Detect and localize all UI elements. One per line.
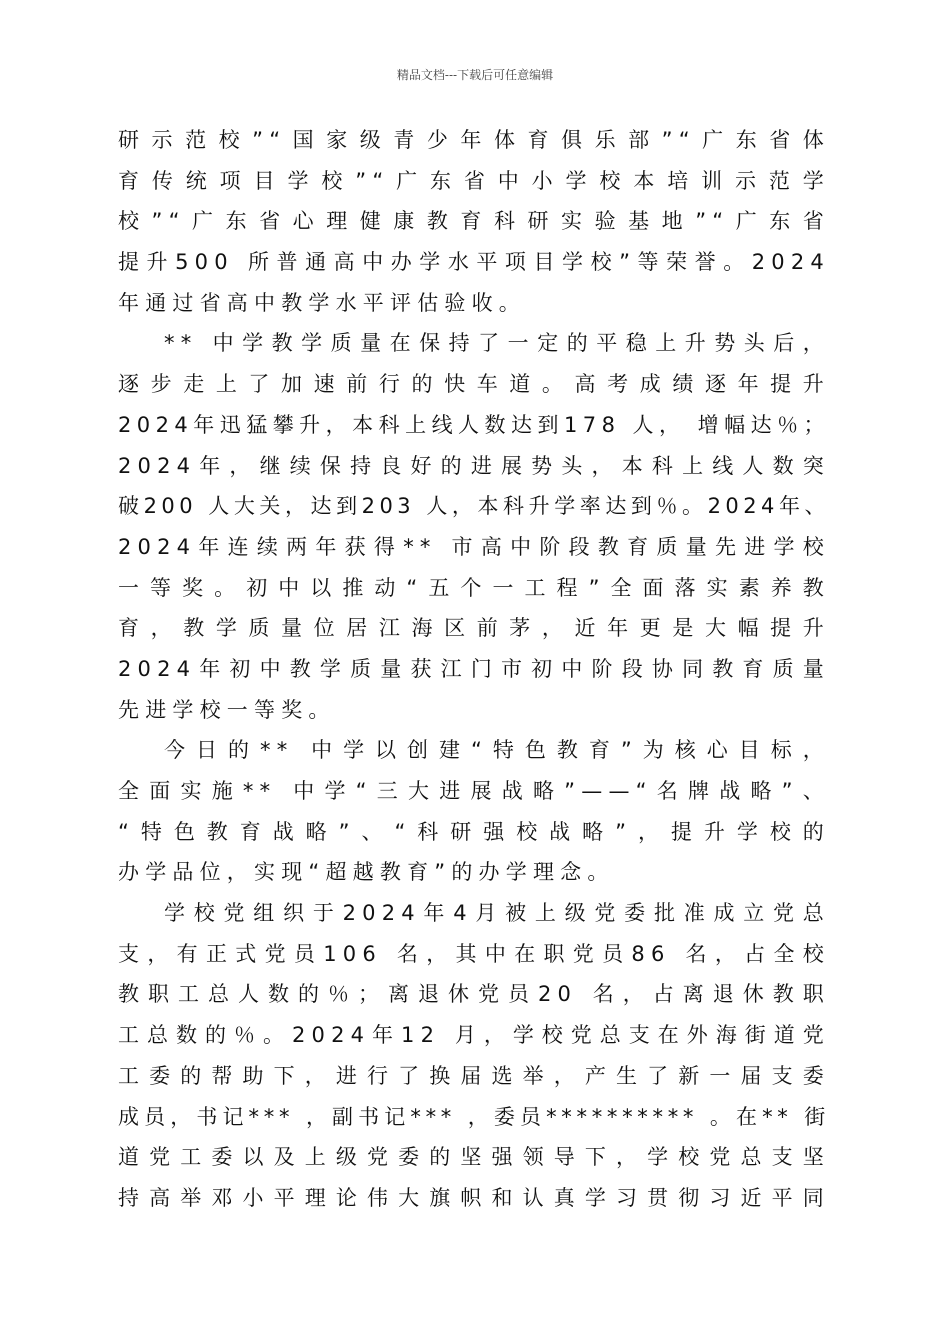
text-line: 2024年迅猛攀升，本科上线人数达到178 人， 增幅达％； [118, 412, 830, 437]
text-line: 工委的帮助下，进行了换届选举，产生了新一届支委 [118, 1063, 830, 1088]
text-line: 教职工总人数的％；离退休党员20 名，占离退休教职 [118, 982, 830, 1007]
text-line: 年通过省高中教学水平评估验收。 [118, 290, 526, 315]
text-line: 今日的** 中学以创建“特色教育”为核心目标， [164, 738, 830, 763]
text-line: 全面实施** 中学“三大进展战略”——“名牌战略”、 [118, 779, 830, 803]
page-header: 精品文档---下载后可任意编辑 [396, 68, 554, 82]
text-line: 一等奖。初中以推动“五个一工程”全面落实素养教 [118, 575, 830, 600]
paragraph [118, 730, 830, 893]
text-line: 成员，书记*** ，副书记*** ，委员********** 。在** 街 [118, 1104, 830, 1129]
text-line: 破200 人大关，达到203 人，本科升学率达到％。2024年、 [118, 494, 830, 519]
document-body [118, 120, 830, 1219]
text-line: 工总数的％。2024年12 月，学校党总支在外海街道党 [118, 1023, 830, 1048]
text-line: 2024年连续两年获得** 市高中阶段教育质量先进学校 [118, 534, 830, 559]
text-line: “特色教育战略”、“科研强校战略”，提升学校的 [118, 819, 830, 844]
text-line: 校”“广东省心理健康教育科研实验基地”“广东省 [118, 209, 830, 234]
text-line: 育，教学质量位居江海区前茅，近年更是大幅提升 [118, 616, 830, 641]
text-line: 持高举邓小平理论伟大旗帜和认真学习贯彻习近平同 [118, 1185, 830, 1210]
text-line: 育传统项目学校”“广东省中小学校本培训示范学 [118, 168, 830, 193]
text-line: 研示范校”“国家级青少年体育俱乐部”“广东省体 [118, 128, 830, 152]
text-line: 逐步走上了加速前行的快车道。高考成绩逐年提升 [118, 372, 830, 397]
text-line: 道党工委以及上级党委的坚强领导下，学校党总支坚 [118, 1145, 830, 1170]
text-line: 办学品位，实现“超越教育”的办学理念。 [118, 860, 615, 885]
paragraph [118, 323, 830, 730]
text-line: 提升500 所普通高中办学水平项目学校”等荣誉。2024 [118, 250, 830, 275]
text-line: 2024年，继续保持良好的进展势头，本科上线人数突 [118, 453, 830, 478]
text-line: 先进学校一等奖。 [118, 697, 336, 722]
paragraph [118, 120, 830, 323]
text-line: 支，有正式党员106 名，其中在职党员86 名，占全校 [118, 941, 830, 966]
text-line: 学校党组织于2024年4月被上级党委批准成立党总 [164, 901, 830, 926]
text-line: 2024年初中教学质量获江门市初中阶段协同教育质量 [118, 656, 830, 681]
text-line: ** 中学教学质量在保持了一定的平稳上升势头后， [164, 331, 830, 356]
paragraph [118, 893, 830, 1219]
